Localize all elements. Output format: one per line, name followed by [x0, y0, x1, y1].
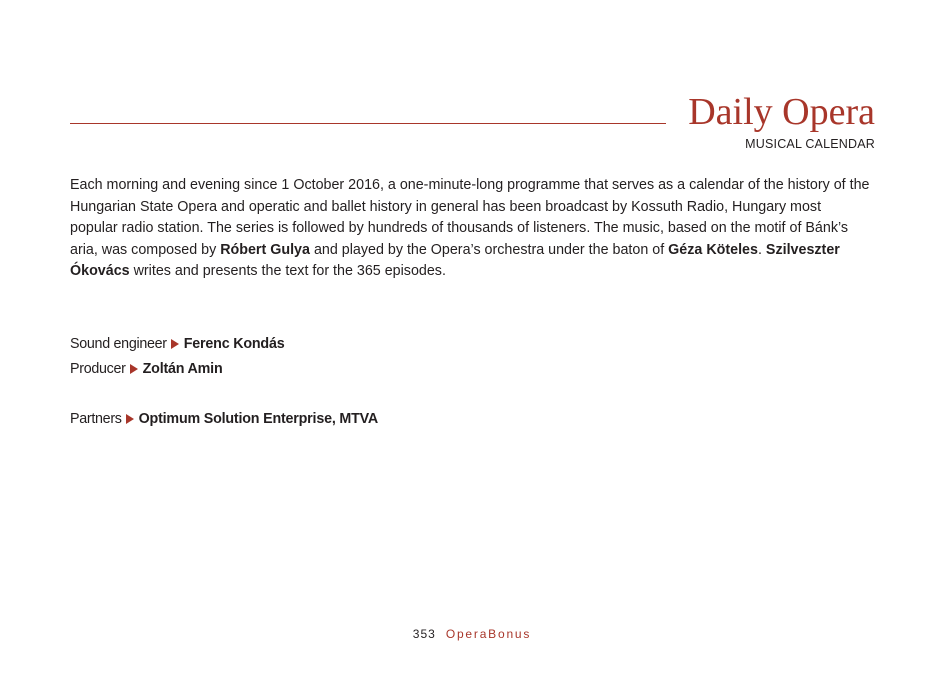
credit-role: Partners: [70, 411, 122, 427]
triangle-right-icon: [130, 364, 138, 374]
credit-name: Optimum Solution Enterprise, MTVA: [138, 411, 379, 427]
footer-brand: OperaBonus: [445, 627, 532, 641]
credit-name: Zoltán Amin: [142, 361, 223, 377]
credit-role: Producer: [70, 361, 126, 377]
presenter-name: Szilveszter Ókovács: [70, 241, 840, 280]
intro-text-1: Each morning and evening since 1 October 2016, a one-minute-long programme that serves as a calendar of the history of the Hungarian State Opera and operatic and ballet history in general has been broadcast by Kossuth Radio, Hungary most popular radio station. The series is followed by hundreds of thousands of listeners. The music, based on the motif of Bánk’s aria, was composed by: [70, 177, 870, 258]
intro-paragraph: [70, 175, 870, 283]
header-rule: [70, 123, 666, 124]
credit-name: Ferenc Kondás: [183, 336, 285, 352]
credit-producer: [70, 359, 223, 379]
credit-role: Sound engineer: [70, 336, 167, 352]
page-subtitle: MUSICAL CALENDAR: [745, 137, 875, 151]
page-number: 353: [412, 627, 436, 641]
credit-sound-engineer: [70, 334, 284, 354]
credit-partners: [70, 409, 378, 429]
intro-text-3: .: [757, 241, 766, 258]
page-title: Daily Opera: [688, 91, 875, 133]
triangle-right-icon: [126, 414, 134, 424]
intro-text-2: and played by the Opera’s orchestra under the baton of: [309, 241, 669, 258]
composer-name: Róbert Gulya: [220, 241, 310, 258]
intro-text-4: writes and presents the text for the 365 episodes.: [129, 263, 446, 280]
conductor-name: Géza Köteles: [668, 241, 758, 258]
triangle-right-icon: [171, 339, 179, 349]
page-footer: [0, 627, 944, 641]
